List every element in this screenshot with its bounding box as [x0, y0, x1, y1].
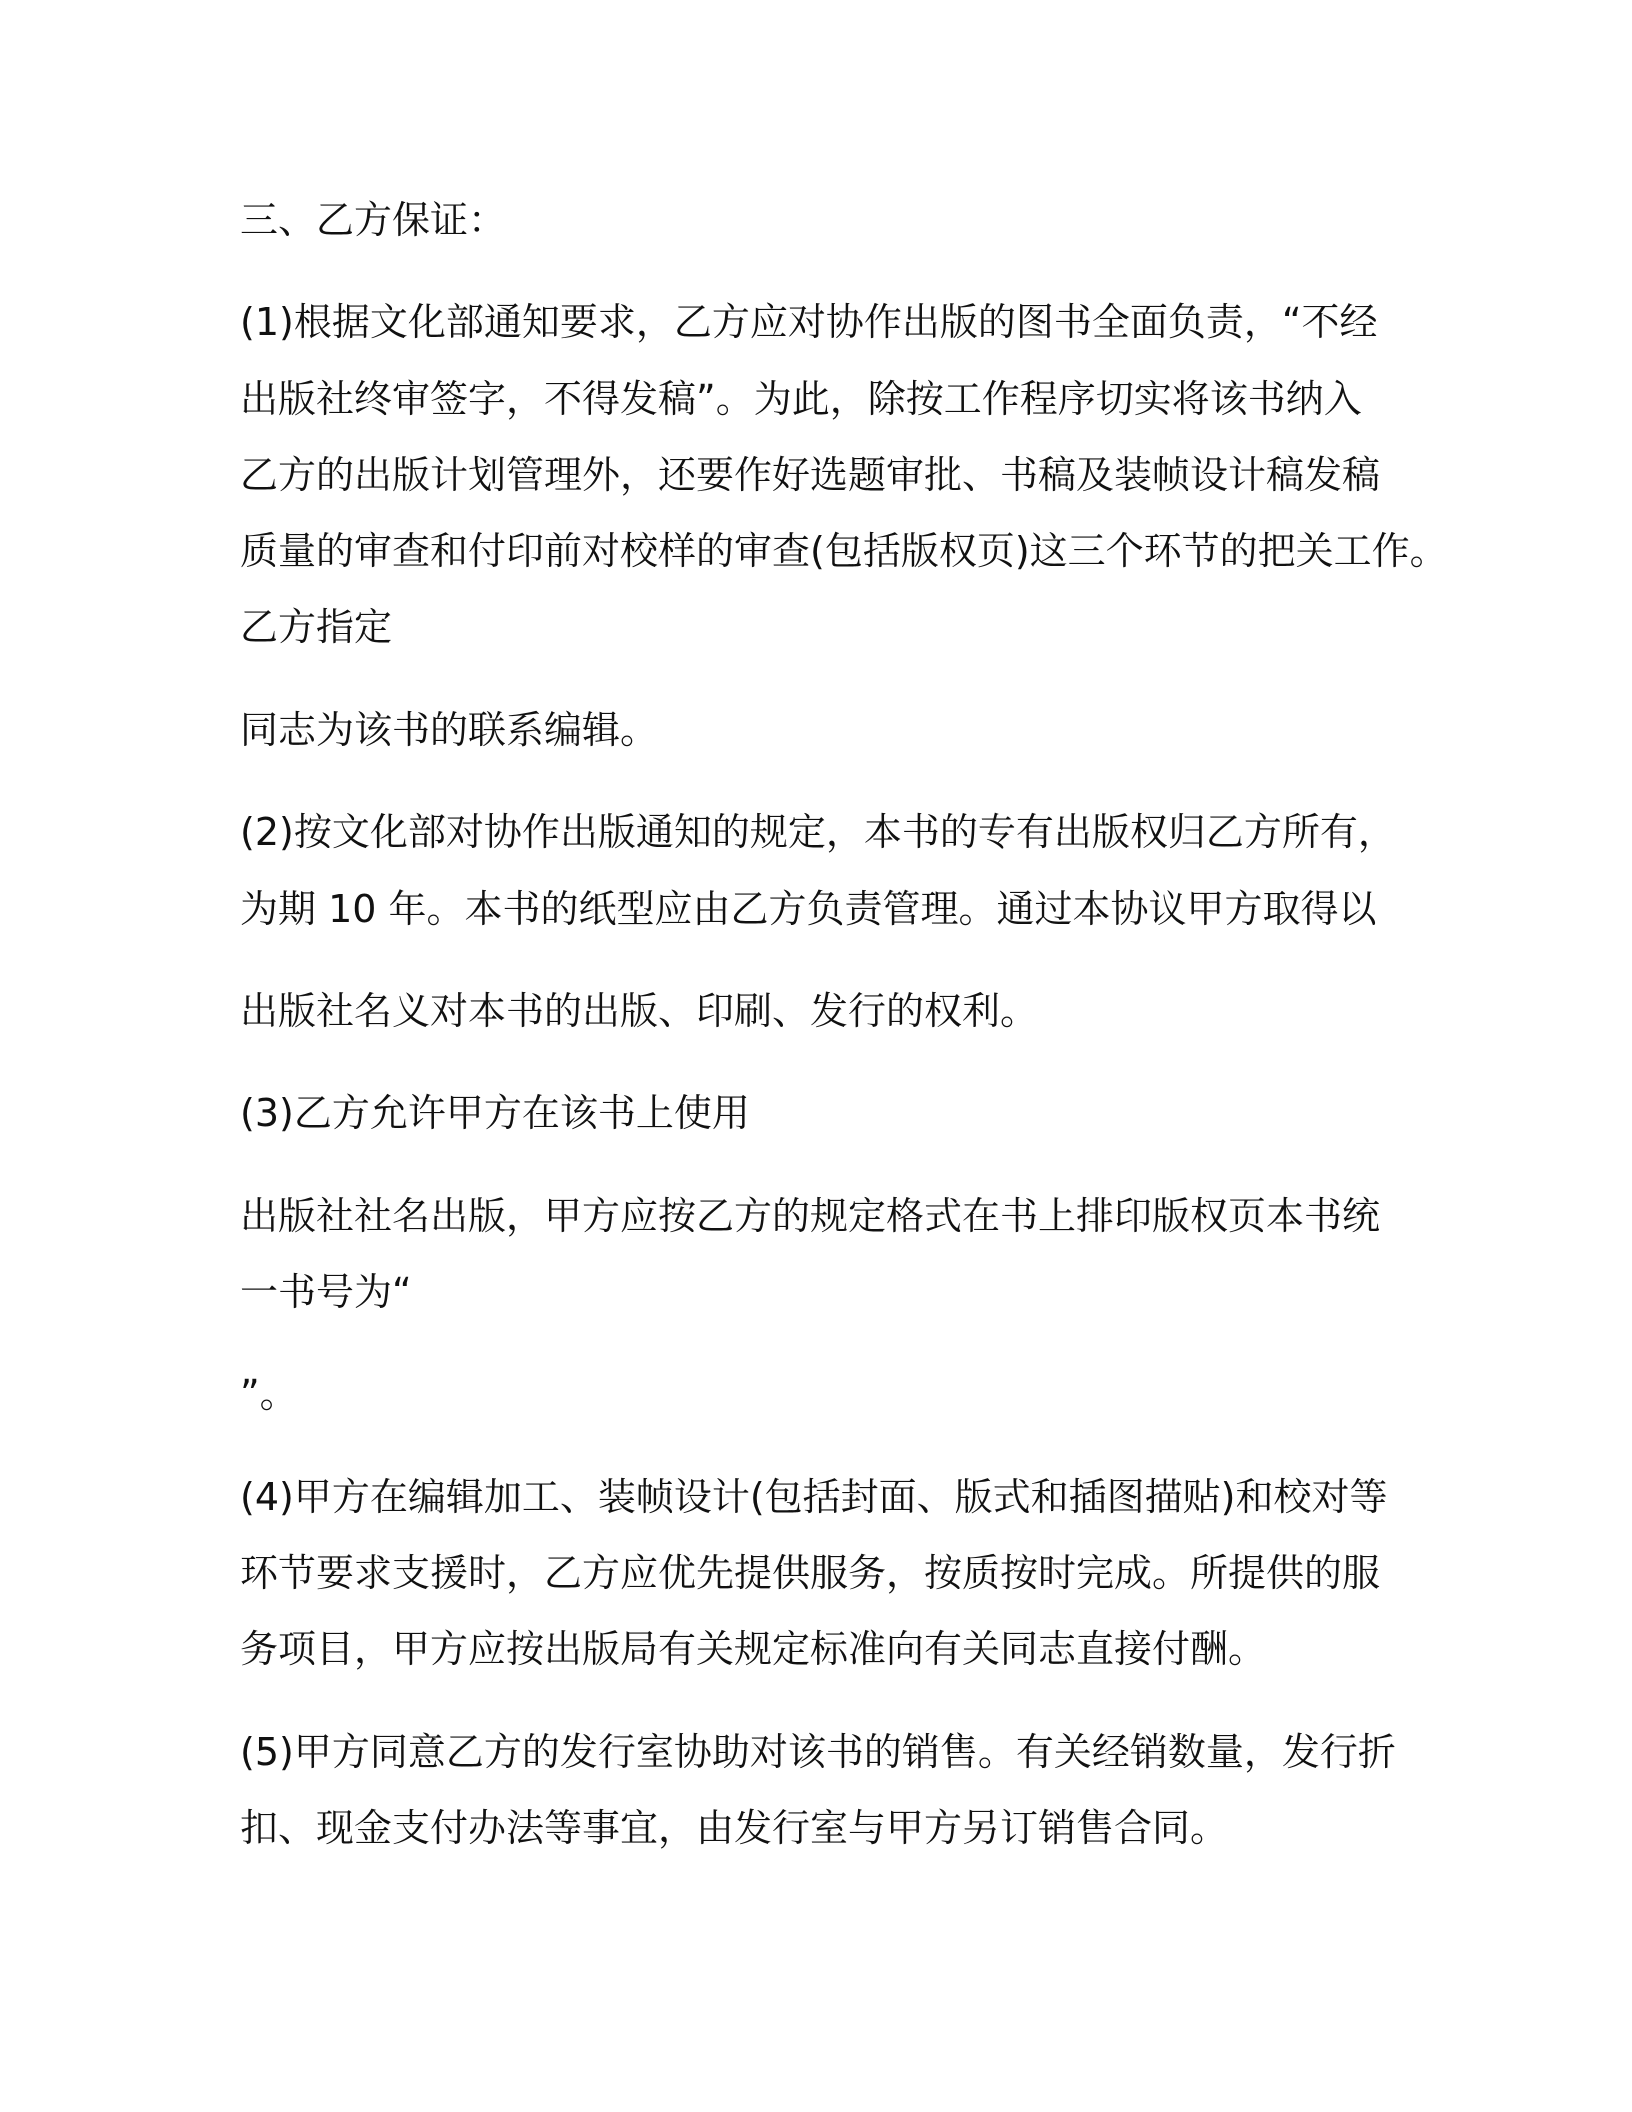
text-line: (1)根据文化部通知要求，乙方应对协作出版的图书全面负责，“不经 [240, 300, 1378, 344]
text-line: 一书号为“ [240, 1270, 412, 1314]
text-line: 质量的审查和付印前对校样的审查(包括版权页)这三个环节的把关工作。 [240, 529, 1448, 573]
text-line: 同志为该书的联系编辑。 [240, 708, 659, 752]
text-line: (2)按文化部对协作出版通知的规定，本书的专有出版权归乙方所有， [240, 810, 1396, 854]
text-line: (3)乙方允许甲方在该书上使用 [240, 1091, 750, 1135]
text-line: 出版社名义对本书的出版、印刷、发行的权利。 [240, 989, 1039, 1033]
text-line: 务项目，甲方应按出版局有关规定标准向有关同志直接付酬。 [240, 1627, 1267, 1671]
text-line: (4)甲方在编辑加工、装帧设计(包括封面、版式和插图描贴)和校对等 [240, 1475, 1388, 1519]
text-line: 出版社终审签字，不得发稿”。为此，除按工作程序切实将该书纳入 [240, 377, 1362, 421]
text-line: ”。 [240, 1372, 298, 1416]
text-line: 环节要求支援时，乙方应优先提供服务，按质按时完成。所提供的服 [240, 1551, 1381, 1595]
text-line: 扣、现金支付办法等事宜，由发行室与甲方另订销售合同。 [240, 1806, 1229, 1850]
text-line: 为期 10 年。本书的纸型应由乙方负责管理。通过本协议甲方取得以 [240, 887, 1377, 931]
text-line: 出版社社名出版，甲方应按乙方的规定格式在书上排印版权页本书统 [240, 1194, 1381, 1238]
text-line: 乙方指定 [240, 605, 393, 649]
section-title: 三、乙方保证： [240, 198, 507, 242]
text-line: (5)甲方同意乙方的发行室协助对该书的销售。有关经销数量，发行折 [240, 1730, 1396, 1774]
text-line: 乙方的出版计划管理外，还要作好选题审批、书稿及装帧设计稿发稿 [240, 453, 1381, 497]
